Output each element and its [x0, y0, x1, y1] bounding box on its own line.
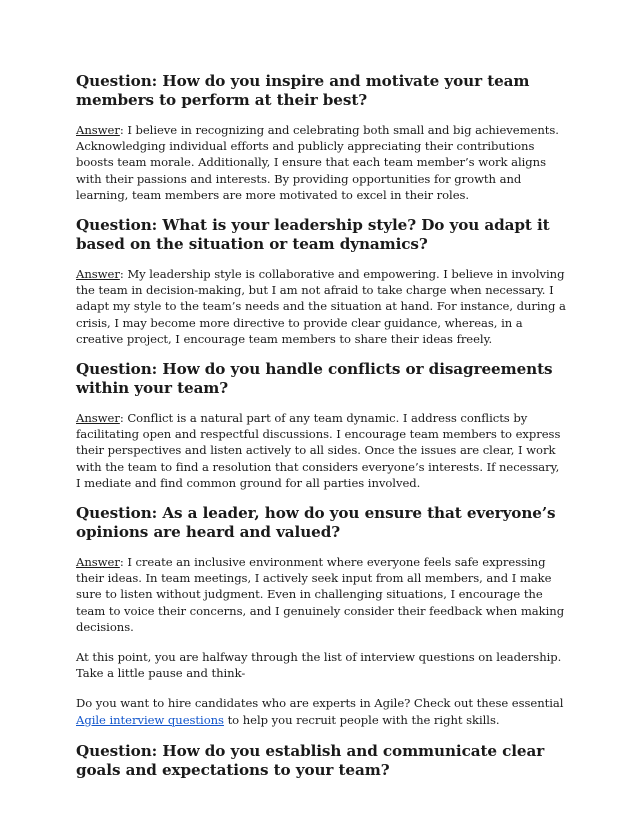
qa-section-4: [76, 504, 566, 635]
answer-label: Answer: [76, 411, 120, 426]
pause-paragraph: At this point, you are halfway through the list of interview questions on leadership. Take a little pause and think-: [76, 650, 562, 681]
answer-paragraph: [76, 122, 566, 203]
question-heading: Question: How do you handle conflicts or disagreements within your team?: [76, 360, 553, 398]
question-heading: Question: What is your leadership style? Do you adapt it based on the situation or team dynamics?: [76, 216, 550, 254]
question-heading-last: Question: How do you establish and communicate clear goals and expectations to your team?: [76, 741, 545, 779]
qa-section-3: [76, 360, 566, 491]
answer-text: : Conflict is a natural part of any team dynamic. I address conflicts by facilitating open and respectful discussions. I encourage team members to express their perspectives and listen actively to all sides. Once the issues are clear, I work with the team to find a resolution that considers everyone’s interests. If necessary, I mediate and find common ground for all parties involved.: [76, 411, 561, 490]
answer-paragraph: [76, 266, 566, 347]
question-heading: Question: How do you inspire and motivate your team members to perform at their best?: [76, 72, 530, 109]
answer-text: : I create an inclusive environment where everyone feels safe expressing their ideas. In team meetings, I actively seek input from all members, and I make sure to listen without judgment. Even in challenging situations, I encourage the team to voice their concerns, and I genuinely consider their feedback when making decisions.: [76, 555, 565, 634]
agile-paragraph: [76, 695, 566, 727]
answer-label: Answer: [76, 267, 120, 282]
question-heading: Question: As a leader, how do you ensure that everyone’s opinions are heard and valued?: [76, 504, 556, 542]
agile-interview-questions-link[interactable]: Agile interview questions: [76, 712, 224, 727]
qa-section-2: [76, 216, 566, 347]
answer-paragraph: [76, 410, 566, 491]
agile-text-after: to help you recruit people with the right skills.: [223, 712, 500, 727]
answer-label: Answer: [76, 123, 120, 137]
answer-text: : My leadership style is collaborative and empowering. I believe in involving the team in decision-making, but I am not afraid to take charge when necessary. I adapt my style to the team’s needs and the situation at hand. For instance, during a crisis, I may become more directive to provide clear guidance, whereas, in a creative project, I encourage team members to share their ideas freely.: [76, 267, 566, 346]
agile-text-before: Do you want to hire candidates who are experts in Agile? Check out these essential: [76, 696, 564, 711]
answer-label: Answer: [76, 555, 120, 570]
answer-paragraph: [76, 554, 566, 635]
qa-section-1: [76, 72, 566, 203]
answer-text: : I believe in recognizing and celebrating both small and big achievements. Acknowledging individual efforts and publicly appreciating their contributions boosts team morale. Additionally, I ensure that each team member’s work aligns with their passions and interests. By providing opportunities for growth and learning, team members are more motivated to excel in their roles.: [76, 123, 559, 202]
